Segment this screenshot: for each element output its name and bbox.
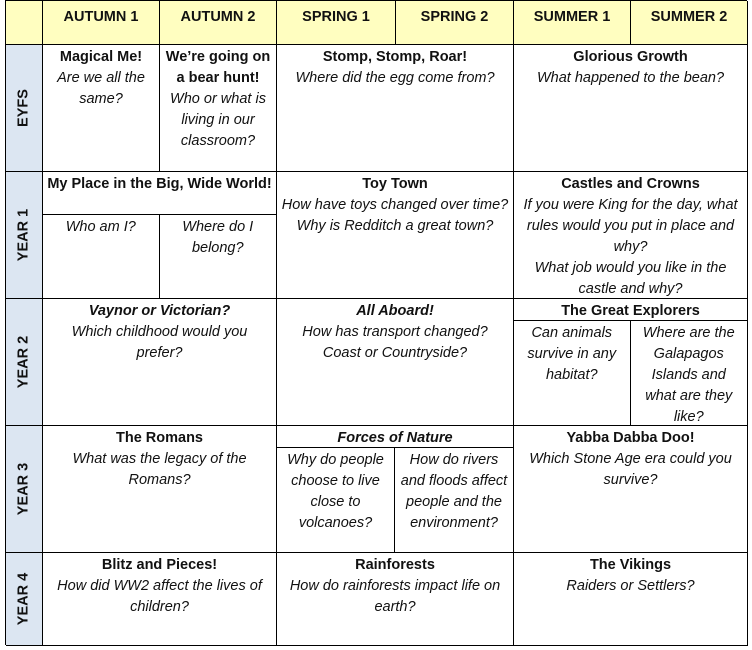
topic-title: We’re going on a bear hunt! — [165, 49, 271, 86]
year3-spring — [277, 426, 514, 553]
eyfs-summer — [514, 45, 748, 172]
topic-title: My Place in the Big, Wide World! — [47, 176, 272, 192]
topic-question: Why do people choose to live close to volcanoes? — [287, 452, 384, 531]
topic-title: Blitz and Pieces! — [101, 557, 218, 573]
year2-autumn — [43, 299, 277, 426]
row-label-text: YEAR 3 — [15, 462, 32, 516]
year1-autumn-title-box — [43, 172, 276, 215]
topic-title: Magical Me! — [59, 49, 143, 65]
row-label-text: YEAR 2 — [15, 335, 32, 389]
year1-summer — [514, 172, 748, 299]
topic-question: Where are the Galapagos Islands and what are they like? — [642, 325, 735, 425]
eyfs-spring — [277, 45, 514, 172]
header-summer-1: SUMMER 1 — [514, 1, 631, 45]
topic-title: The Great Explorers — [561, 303, 700, 319]
topic-question: Where do I belong? — [182, 219, 254, 256]
row-label-eyfs — [6, 45, 43, 172]
header-autumn-2: AUTUMN 2 — [160, 1, 277, 45]
year1-spring — [277, 172, 514, 299]
header-spring-2: SPRING 2 — [396, 1, 514, 45]
year3-spring-1-box — [277, 448, 395, 552]
row-label-text: EYFS — [15, 89, 32, 127]
year3-spring-2-box — [395, 448, 513, 552]
row-label-year-1 — [6, 172, 43, 299]
header-corner — [6, 1, 43, 45]
topic-question: How do rivers and floods affect people and the environment? — [400, 452, 508, 531]
topic-title: Vaynor or Victorian? — [88, 303, 231, 319]
topic-question: How have toys changed over time? — [281, 197, 509, 213]
row-label-year-4 — [6, 553, 43, 646]
topic-question: Coast or Countryside? — [322, 345, 468, 361]
row-label-year-2 — [6, 299, 43, 426]
topic-question: Who or what is living in our classroom? — [170, 91, 266, 149]
year2-spring — [277, 299, 514, 426]
topic-question: Who am I? — [65, 219, 136, 235]
topic-question: What was the legacy of the Romans? — [72, 451, 247, 488]
year2-summer-title-box — [514, 299, 747, 321]
year4-autumn — [43, 553, 277, 646]
year3-summer — [514, 426, 748, 553]
year4-summer — [514, 553, 748, 646]
topic-title: Forces of Nature — [337, 430, 453, 446]
topic-question: How has transport changed? — [302, 324, 488, 340]
year1-autumn-1-box — [43, 215, 160, 298]
topic-question: How did WW2 affect the lives of children? — [57, 578, 262, 615]
topic-title: Yabba Dabba Doo! — [566, 430, 695, 446]
topic-question: Which childhood would you prefer? — [71, 324, 248, 361]
topic-question: Raiders or Settlers? — [566, 578, 695, 594]
year3-spring-title-box — [277, 426, 513, 448]
topic-question: If you were King for the day, what rules would you put in place and why? — [523, 197, 738, 255]
topic-title: Toy Town — [362, 176, 428, 192]
topic-question: Which Stone Age era could you survive? — [529, 451, 732, 488]
year2-summer-2-box — [631, 321, 748, 426]
topic-title: Glorious Growth — [573, 49, 688, 65]
topic-question: Where did the egg come from? — [295, 70, 495, 86]
year1-autumn-questions — [43, 215, 276, 298]
topic-question: Can animals survive in any habitat? — [527, 325, 617, 383]
year2-summer-1-box — [514, 321, 631, 426]
year2-summer-questions — [514, 321, 747, 426]
header-summer-2: SUMMER 2 — [631, 1, 748, 45]
topic-question: Why is Redditch a great town? — [296, 218, 494, 234]
row-label-text: YEAR 4 — [15, 572, 32, 626]
year3-autumn — [43, 426, 277, 553]
topic-title: The Romans — [115, 430, 203, 446]
header-autumn-1: AUTUMN 1 — [43, 1, 160, 45]
topic-question: Are we all the same? — [57, 70, 145, 107]
topic-title: The Vikings — [589, 557, 672, 573]
curriculum-table — [5, 0, 747, 645]
topic-title: Castles and Crowns — [561, 176, 700, 192]
year2-summer — [514, 299, 748, 426]
year4-spring — [277, 553, 514, 646]
topic-title: Stomp, Stomp, Roar! — [322, 49, 468, 65]
eyfs-autumn-2 — [160, 45, 277, 172]
row-label-year-3 — [6, 426, 43, 553]
topic-question: What job would you like in the castle and why? — [534, 260, 727, 297]
row-label-text: YEAR 1 — [15, 208, 32, 262]
topic-question: How do rainforests impact life on earth? — [289, 578, 501, 615]
header-spring-1: SPRING 1 — [277, 1, 396, 45]
topic-question: What happened to the bean? — [536, 70, 725, 86]
topic-title: Rainforests — [355, 557, 435, 573]
eyfs-autumn-1 — [43, 45, 160, 172]
year3-spring-questions — [277, 448, 513, 552]
topic-title: All Aboard! — [356, 303, 434, 319]
year1-autumn-2-box — [160, 215, 277, 298]
year1-autumn — [43, 172, 277, 299]
